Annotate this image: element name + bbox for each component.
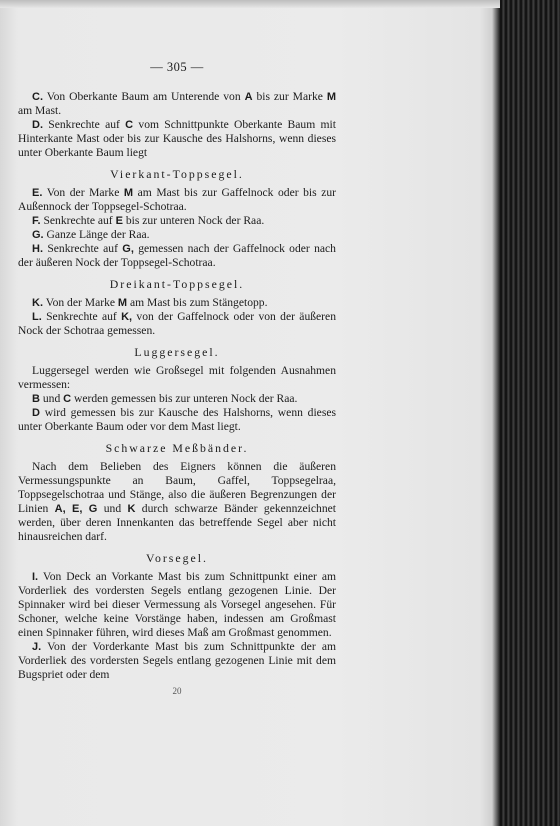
lugger-b-c: B und C werden gemessen bis zur unteren Nock der Raa. — [32, 392, 298, 405]
definition-l: L. Senkrechte auf K, von der Gaffelnock oder von der äußeren Nock der Schotraa gemessen. — [18, 310, 336, 337]
page-number: — 305 — — [150, 60, 204, 74]
baender-text: Nach dem Belieben des Eigners können die äußeren Vermessungspunkte an Baum, Gaffel, Toppsegelraa, Toppsegelschotraa und Stänge, also die äußeren Begrenzungen der Linien A, E, G und K durch schwarze Bänder gekennzeichnet werden, über deren Innenkanten das betreffende Segel aber nicht hinausreichen darf. — [18, 460, 337, 543]
definition-d: D. Senkrechte auf C vom Schnittpunkte Oberkante Baum mit Hinterkante Mast oder bis zur Kausche des Halshorns, wenn dieses unter Oberkante Baum liegt — [18, 118, 336, 159]
page-text-column — [18, 60, 336, 698]
signature-mark: 20 — [172, 686, 182, 696]
definition-e: E. Von der Marke M am Mast bis zur Gaffelnock oder bis zur Außennock der Toppsegel-Schotraa. — [18, 186, 337, 213]
book-edge — [500, 0, 560, 826]
heading-vierkant-toppsegel: Vierkant-Toppsegel. — [110, 167, 244, 181]
definition-f: F. Senkrechte auf E bis zur unteren Nock der Raa. — [32, 214, 265, 227]
heading-luggersegel: Luggersegel. — [134, 345, 220, 359]
heading-vorsegel: Vorsegel. — [145, 551, 208, 565]
definition-k: K. Von der Marke M am Mast bis zum Stängetopp. — [32, 296, 268, 309]
definition-i: I. Von Deck an Vorkante Mast bis zum Schnittpunkt einer am Vorderliek des vordersten Segels entlang gezogenen Linie. Der Spinnaker wird bei dieser Vermessung als Vorsegel angesehen. Für Schoner, welche keine Vorstänge haben, indessen am Großmast einen Spinnaker führen, wird dieses Maß am Großmast genommen. — [18, 570, 336, 639]
heading-dreikant-toppsegel: Dreikant-Toppsegel. — [109, 277, 245, 291]
page-top-shadow — [0, 0, 500, 8]
definition-h: H. Senkrechte auf G, gemessen nach der Gaffelnock oder nach der äußeren Nock der Toppsegel-Schotraa. — [18, 242, 336, 269]
definition-j: J. Von der Vorderkante Mast bis zum Schnittpunkte der am Vorderliek des vordersten Segels entlang gezogenen Linie mit dem Bugspriet oder dem — [18, 640, 336, 681]
lugger-intro: Luggersegel werden wie Großsegel mit folgenden Ausnahmen vermessen: — [18, 364, 336, 391]
heading-schwarze-messbaender: Schwarze Meßbänder. — [105, 441, 249, 455]
lugger-d: D wird gemessen bis zur Kausche des Halshorns, wenn dieses unter Oberkante Baum oder vor dem Mast liegt. — [18, 406, 336, 433]
definition-g: G. Ganze Länge der Raa. — [32, 228, 150, 241]
definition-c: C. Von Oberkante Baum am Unterende von A bis zur Marke M am Mast. — [18, 90, 337, 117]
